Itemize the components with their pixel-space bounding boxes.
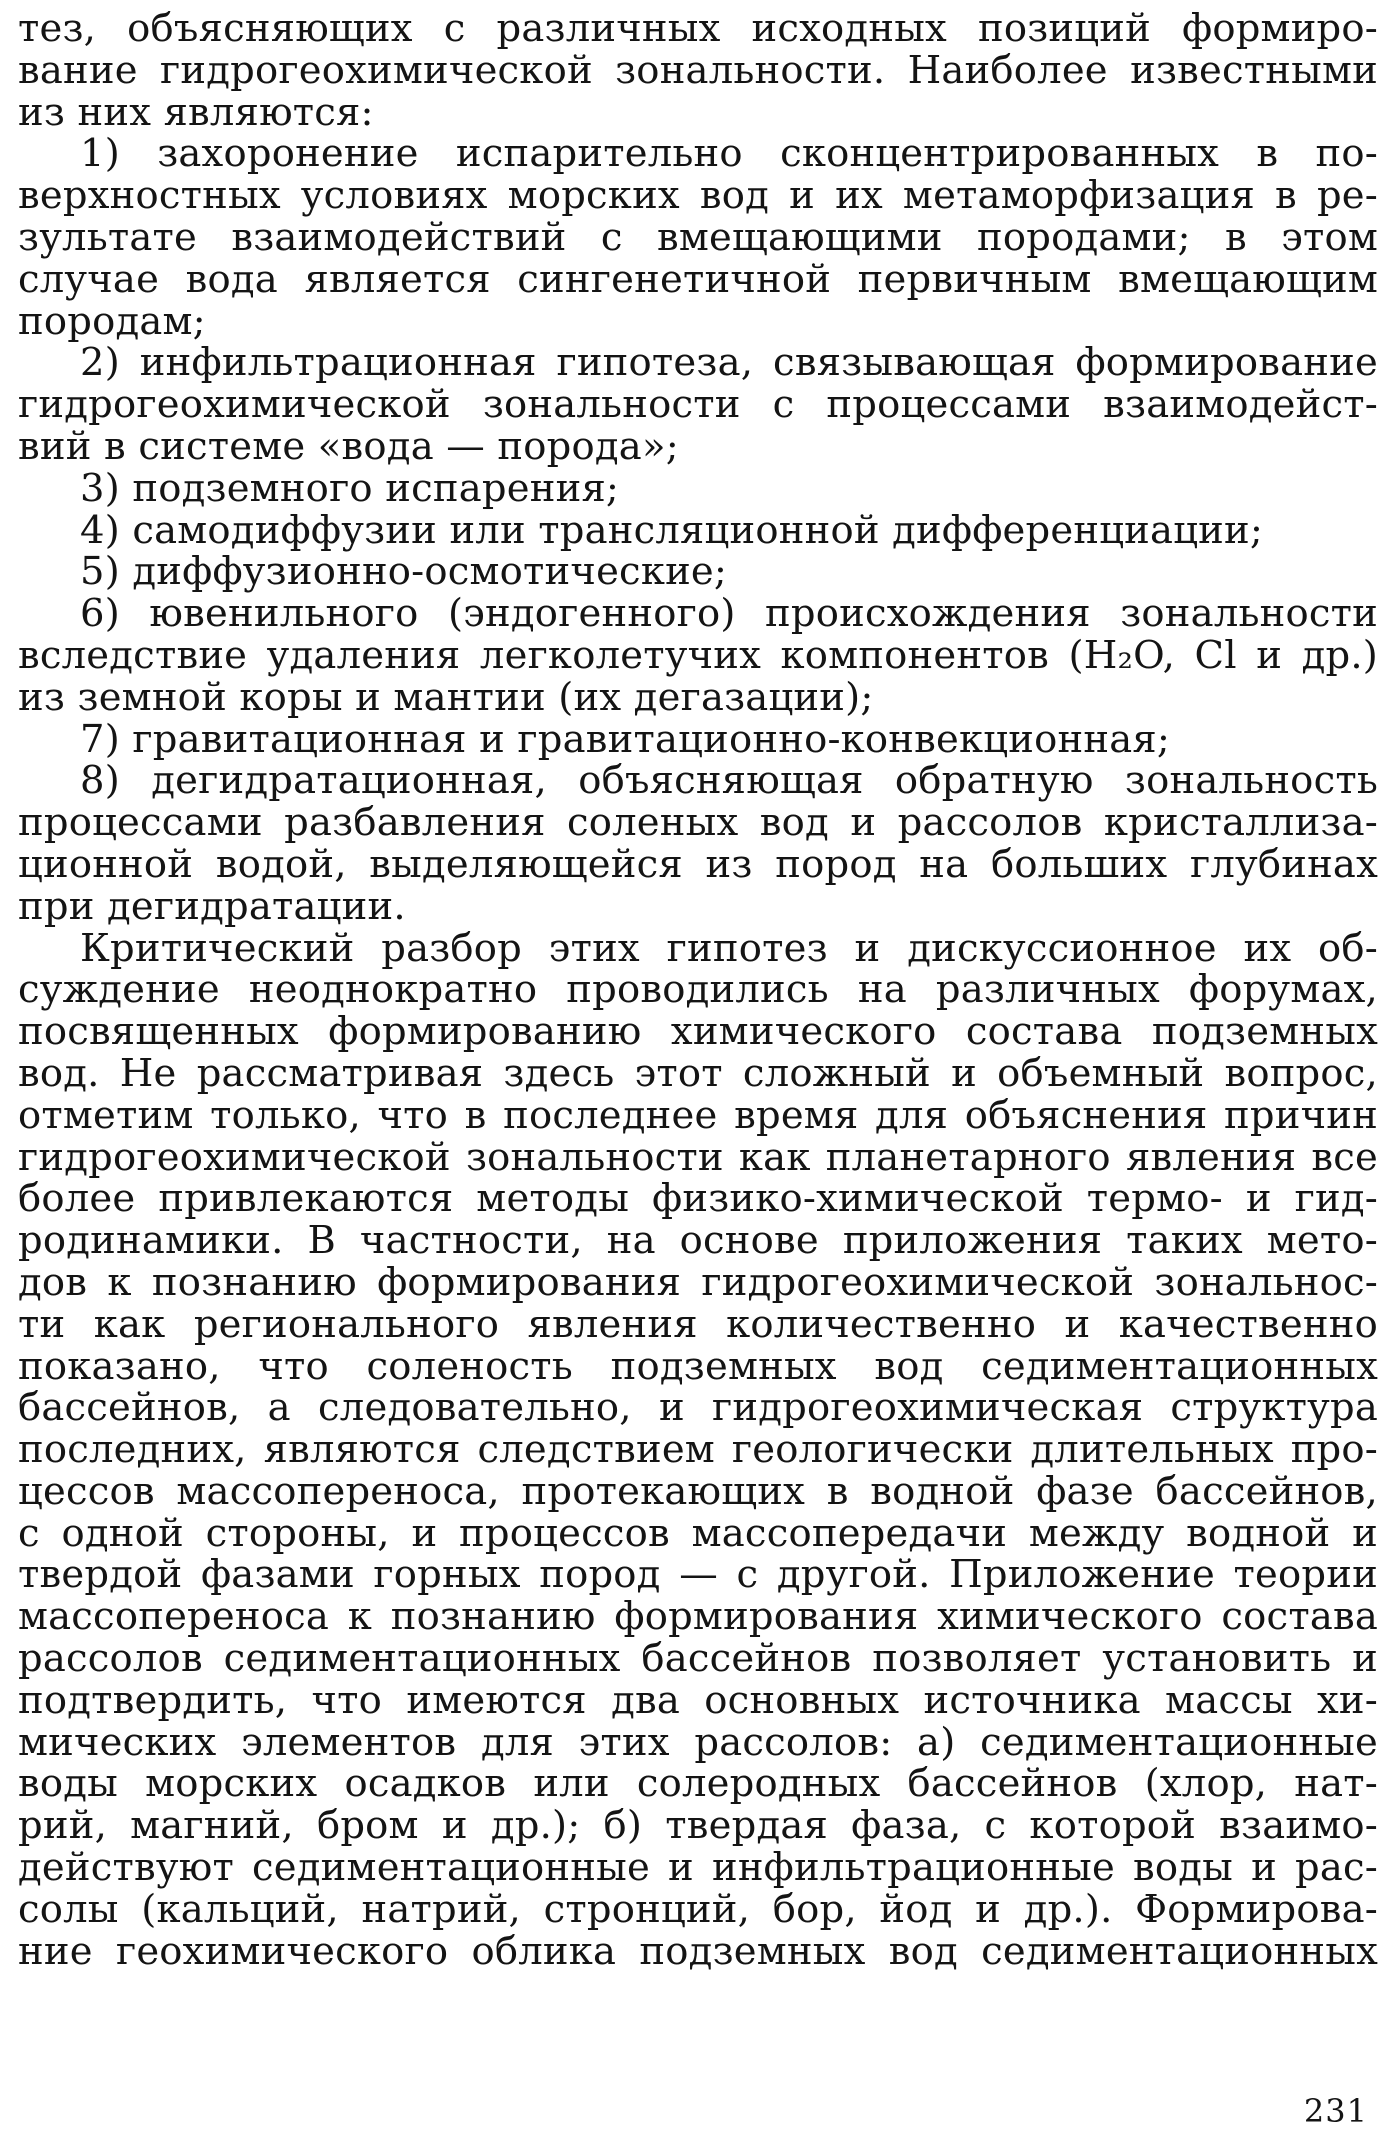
text-line: породам; <box>18 298 206 344</box>
text-line: родинамики. В частности, на основе приложения таких мето- <box>18 1218 1378 1264</box>
text-line: посвященных формированию химического состава подземных <box>18 1009 1378 1055</box>
text-line: массопереноса к познанию формирования химического состава <box>18 1594 1378 1640</box>
text-line: 2) инфильтрационная гипотеза, связывающая формирование <box>80 340 1378 386</box>
text-line: процессами разбавления соленых вод и рассолов кристаллиза- <box>18 800 1378 846</box>
text-line: ти как регионального явления количественно и качественно <box>18 1301 1378 1347</box>
text-line: действуют седиментационные и инфильтрационные воды и рас- <box>18 1845 1378 1891</box>
text-line: мических элементов для этих рассолов: а) седиментационные <box>18 1719 1378 1765</box>
text-line: из земной коры и мантии (их дегазации); <box>18 674 874 720</box>
text-line: вследствие удаления легколетучих компонентов (H₂O, Cl и др.) <box>18 632 1378 678</box>
text-line: рассолов седиментационных бассейнов позволяет установить и <box>18 1636 1378 1682</box>
text-line: из них являются: <box>18 89 374 135</box>
text-line: 5) диффузионно-осмотические; <box>80 549 728 595</box>
text-line: солы (кальций, натрий, стронций, бор, йод и др.). Формирова- <box>18 1886 1378 1932</box>
document-page <box>18 8 1378 2138</box>
text-line: ционной водой, выделяющейся из пород на больших глубинах <box>18 841 1378 887</box>
text-line: вий в системе «вода — порода»; <box>18 423 679 469</box>
text-line: твердой фазами горных пород — с другой. Приложение теории <box>18 1552 1378 1598</box>
text-line: более привлекаются методы физико-химической термо- и гид- <box>18 1176 1378 1222</box>
text-line: вание гидрогеохимической зональности. Наиболее известными <box>18 47 1378 93</box>
text-line: бассейнов, а следовательно, и гидрогеохимическая структура <box>18 1385 1378 1431</box>
text-line: гидрогеохимической зональности как планетарного явления все <box>18 1134 1378 1180</box>
text-line: последних, являются следствием геологически длительных про- <box>18 1427 1378 1473</box>
text-line: 3) подземного испарения; <box>80 465 620 511</box>
text-line: дов к познанию формирования гидрогеохимической зональнос- <box>18 1259 1378 1305</box>
text-line: вод. Не рассматривая здесь этот сложный и объемный вопрос, <box>18 1050 1378 1096</box>
text-line: 7) гравитационная и гравитационно-конвекционная; <box>80 716 1171 762</box>
text-line: подтвердить, что имеются два основных источника массы хи- <box>18 1677 1378 1723</box>
text-line: верхностных условиях морских вод и их метаморфизация в ре- <box>18 173 1378 219</box>
text-line: при дегидратации. <box>18 883 406 929</box>
text-line: 8) дегидратационная, объясняющая обратную зональность <box>80 758 1378 804</box>
text-line: гидрогеохимической зональности с процессами взаимодейст- <box>18 382 1378 428</box>
text-line: цессов массопереноса, протекающих в водной фазе бассейнов, <box>18 1468 1378 1514</box>
text-line: Критический разбор этих гипотез и дискуссионное их об- <box>80 925 1378 971</box>
text-line: тез, объясняющих с различных исходных позиций формиро- <box>18 6 1378 51</box>
text-line: 6) ювенильного (эндогенного) происхождения зональности <box>80 591 1378 637</box>
text-line: ние геохимического облика подземных вод седиментационных <box>18 1928 1378 1974</box>
text-line: зультате взаимодействий с вмещающими породами; в этом <box>18 214 1378 260</box>
text-line: 1) захоронение испарительно сконцентрированных в по- <box>80 131 1378 177</box>
text-line: с одной стороны, и процессов массопередачи между водной и <box>18 1510 1378 1556</box>
text-line: воды морских осадков или солеродных бассейнов (хлор, нат- <box>18 1761 1378 1807</box>
text-line: отметим только, что в последнее время для объяснения причин <box>18 1092 1378 1138</box>
text-line: рий, магний, бром и др.); б) твердая фаза, с которой взаимо- <box>18 1803 1378 1849</box>
text-line: 4) самодиффузии или трансляционной дифференциации; <box>80 507 1264 553</box>
text-line: случае вода является сингенетичной первичным вмещающим <box>18 256 1378 302</box>
body-text <box>18 8 1378 1972</box>
text-line: суждение неоднократно проводились на различных форумах, <box>18 967 1378 1013</box>
page-number: 231 <box>1303 2092 1368 2130</box>
text-line: показано, что соленость подземных вод седиментационных <box>18 1343 1378 1389</box>
